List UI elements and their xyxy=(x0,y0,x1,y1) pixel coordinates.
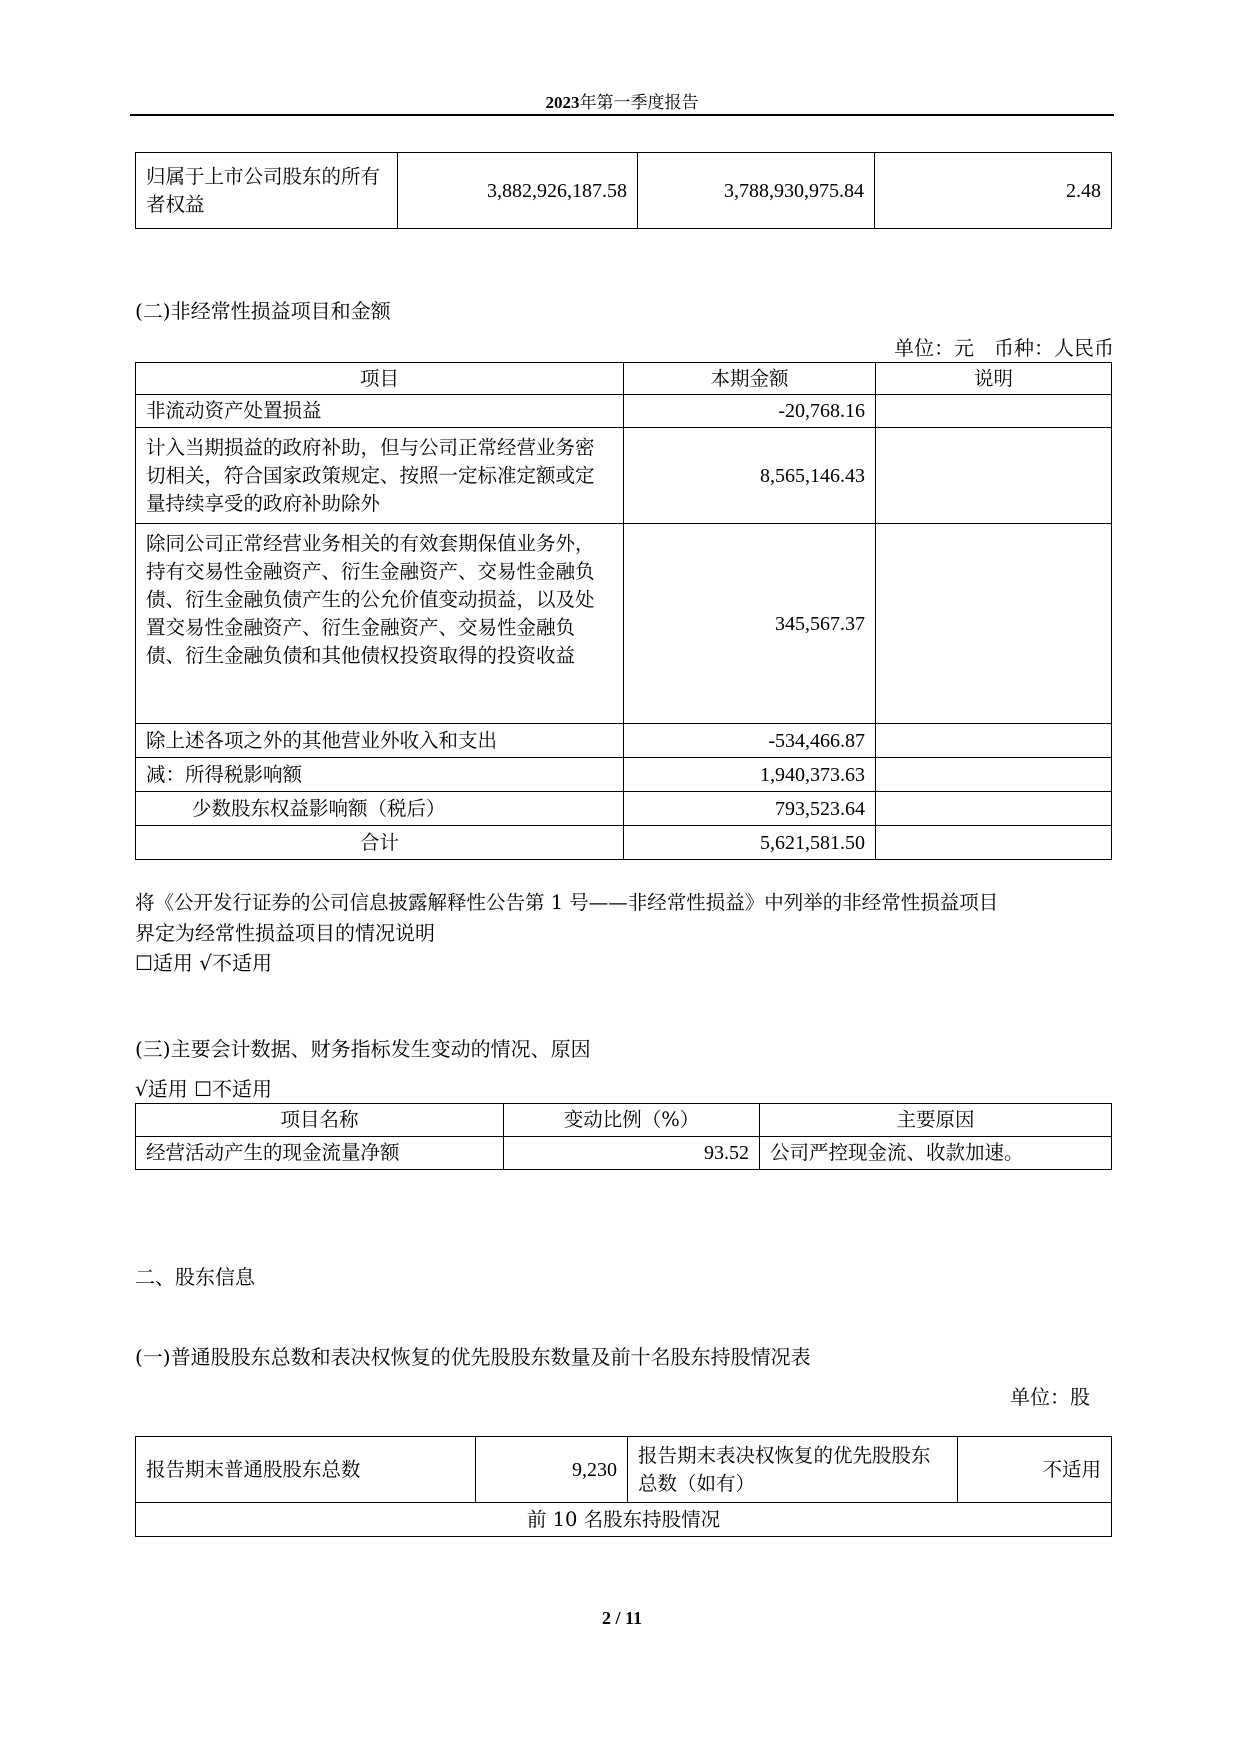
table-row xyxy=(136,1503,1112,1537)
table-row xyxy=(136,153,1112,229)
col-header-item-name: 项目名称 xyxy=(136,1104,504,1137)
total-shareholders-label: 报告期末普通股股东总数 xyxy=(136,1437,476,1503)
row-note xyxy=(876,724,1112,758)
top10-label: 前 10 名股东持股情况 xyxy=(136,1503,1112,1537)
row-amount: 5,621,581.50 xyxy=(624,826,876,860)
preferred-shareholders-label: 报告期末表决权恢复的优先股股东总数（如有） xyxy=(628,1437,958,1503)
changes-options: √适用 ☐不适用 xyxy=(135,1077,273,1101)
row-item: 减：所得税影响额 xyxy=(136,758,624,792)
row-note xyxy=(876,826,1112,860)
table-header-row xyxy=(136,363,1112,395)
nonrecurring-note-line2: 界定为经常性损益项目的情况说明 xyxy=(135,921,435,945)
equity-change: 2.48 xyxy=(875,153,1112,229)
row-note xyxy=(876,395,1112,428)
table-row xyxy=(136,758,1112,792)
page-header xyxy=(130,88,1114,113)
nonrecurring-table xyxy=(135,362,1112,860)
table-row xyxy=(136,395,1112,428)
header-title: 年第一季度报告 xyxy=(579,93,699,113)
col-header-note: 说明 xyxy=(876,363,1112,395)
unit-note-nonrecurring: 单位：元 币种：人民币 xyxy=(894,336,1114,360)
row-amount: -20,768.16 xyxy=(624,395,876,428)
row-note xyxy=(876,524,1112,724)
row-note xyxy=(876,428,1112,524)
row-amount: 1,940,373.63 xyxy=(624,758,876,792)
row-item: 计入当期损益的政府补助，但与公司正常经营业务密切相关，符合国家政策规定、按照一定标准定额或定量持续享受的政府补助除外 xyxy=(136,428,624,524)
row-note xyxy=(876,792,1112,826)
row-item: 除上述各项之外的其他营业外收入和支出 xyxy=(136,724,624,758)
equity-current: 3,882,926,187.58 xyxy=(398,153,638,229)
row-reason: 公司严控现金流、收款加速。 xyxy=(760,1137,1112,1170)
header-year: 2023 xyxy=(545,93,580,112)
row-item: 少数股东权益影响额（税后） xyxy=(136,792,624,826)
section-heading-shareholders: 二、股东信息 xyxy=(135,1265,255,1289)
table-row xyxy=(136,792,1112,826)
equity-previous: 3,788,930,975.84 xyxy=(638,153,875,229)
equity-label: 归属于上市公司股东的所有者权益 xyxy=(136,153,398,229)
table-row xyxy=(136,724,1112,758)
col-header-reason: 主要原因 xyxy=(760,1104,1112,1137)
header-divider xyxy=(130,114,1114,116)
nonrecurring-note-options: ☐适用 √不适用 xyxy=(135,951,273,975)
row-item: 非流动资产处置损益 xyxy=(136,395,624,428)
row-amount: 345,567.37 xyxy=(624,524,876,724)
col-header-amount: 本期金额 xyxy=(624,363,876,395)
row-ratio: 93.52 xyxy=(504,1137,760,1170)
row-item: 除同公司正常经营业务相关的有效套期保值业务外，持有交易性金融资产、衍生金融资产、交易性金融负债、衍生金融负债产生的公允价值变动损益，以及处置交易性金融资产、衍生金融资产、交易性金融负债、衍生金融负债和其他债权投资取得的投资收益 xyxy=(136,524,624,724)
table-row xyxy=(136,1437,1112,1503)
col-header-ratio: 变动比例（%） xyxy=(504,1104,760,1137)
equity-table xyxy=(135,152,1112,229)
sub-heading-shareholders: (一)普通股股东总数和表决权恢复的优先股股东数量及前十名股东持股情况表 xyxy=(135,1345,811,1369)
table-row xyxy=(136,1137,1112,1170)
total-shareholders-value: 9,230 xyxy=(476,1437,628,1503)
table-header-row xyxy=(136,1104,1112,1137)
unit-note-shareholders: 单位：股 xyxy=(1010,1385,1090,1409)
table-row xyxy=(136,428,1112,524)
row-note xyxy=(876,758,1112,792)
row-amount: -534,466.87 xyxy=(624,724,876,758)
table-row xyxy=(136,524,1112,724)
row-amount: 8,565,146.43 xyxy=(624,428,876,524)
changes-table xyxy=(135,1103,1112,1170)
row-item: 经营活动产生的现金流量净额 xyxy=(136,1137,504,1170)
section-heading-changes: (三)主要会计数据、财务指标发生变动的情况、原因 xyxy=(135,1037,591,1061)
row-item: 合计 xyxy=(136,826,624,860)
nonrecurring-note-line1: 将《公开发行证券的公司信息披露解释性公告第 1 号——非经常性损益》中列举的非经常性损益项目 xyxy=(135,891,999,914)
row-amount: 793,523.64 xyxy=(624,792,876,826)
page-number: 2 / 11 xyxy=(601,1608,642,1628)
section-heading-nonrecurring: (二)非经常性损益项目和金额 xyxy=(135,299,391,323)
col-header-item: 项目 xyxy=(136,363,624,395)
table-total-row xyxy=(136,826,1112,860)
preferred-shareholders-value: 不适用 xyxy=(958,1437,1112,1503)
shareholders-table xyxy=(135,1436,1112,1537)
